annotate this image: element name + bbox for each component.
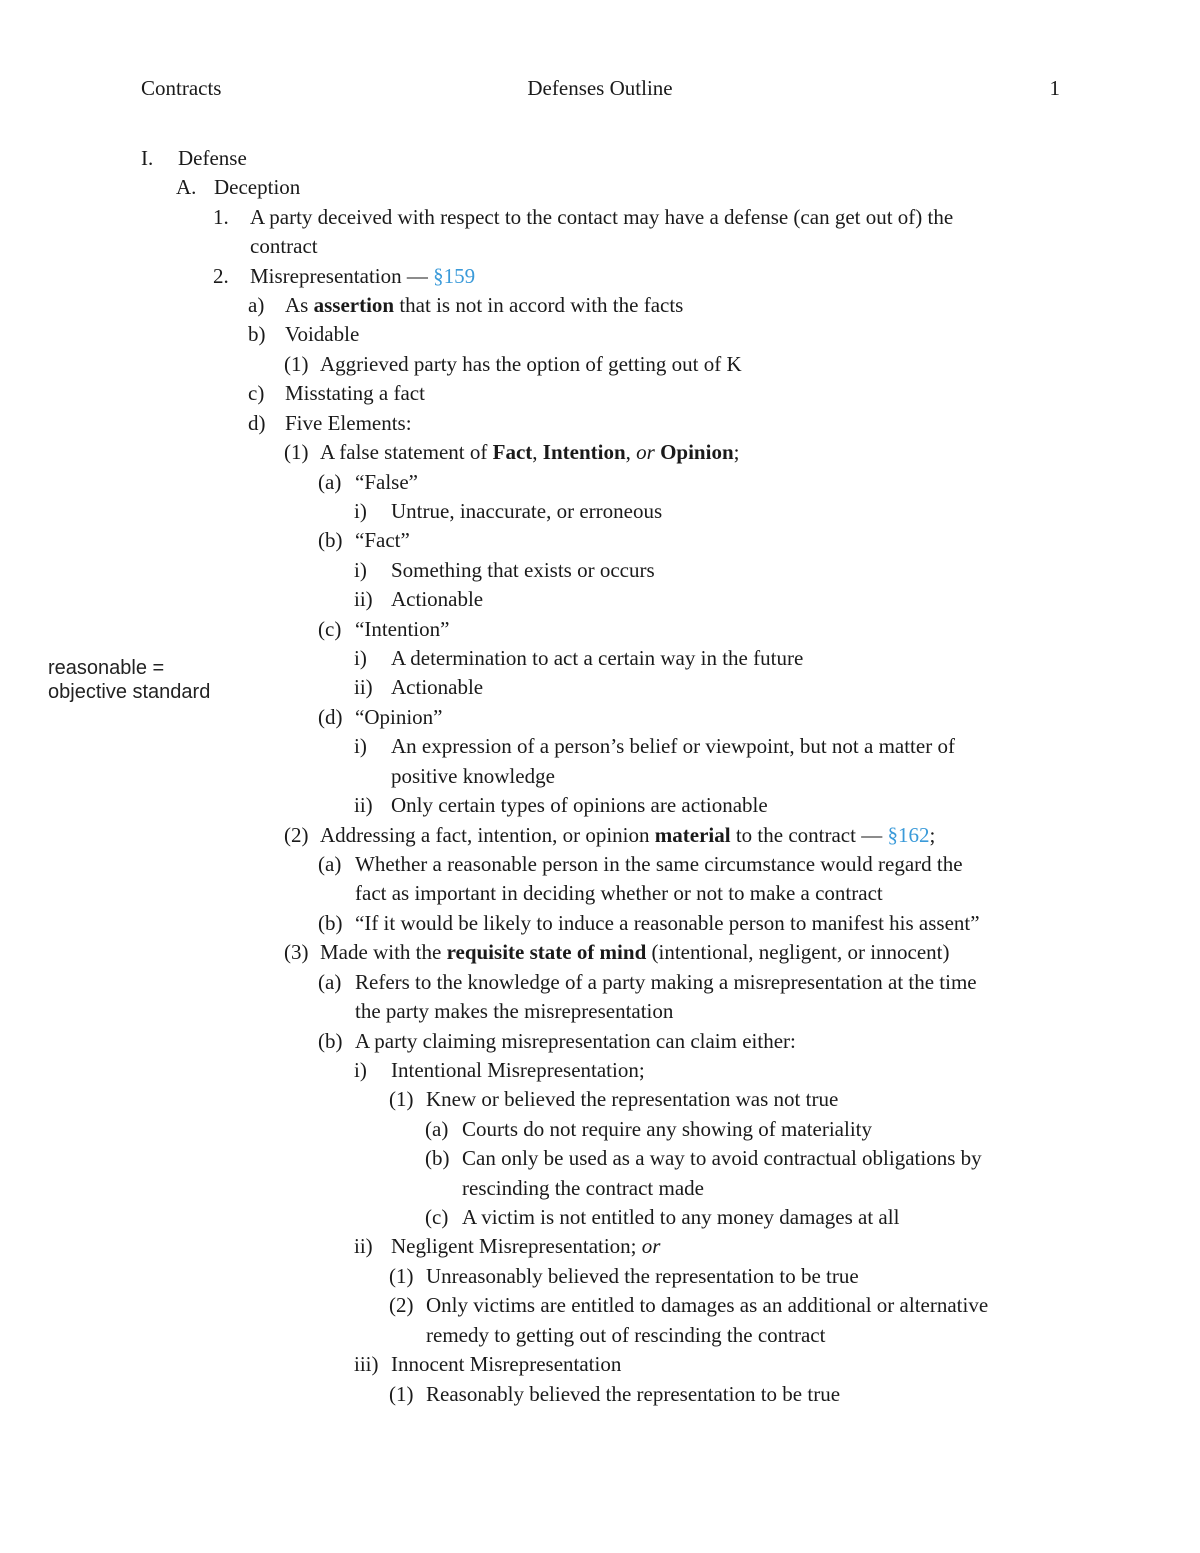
item-text-part: to the contract — [730,823,888,847]
item-text: Deception [214,175,301,199]
item-text: Untrue, inaccurate, or erroneous [391,499,663,523]
item-text-bold: material [654,823,731,847]
item-text: Defense [178,146,247,170]
item-continuation: the party makes the misrepresentation [355,999,674,1023]
item-text: Intentional Misrepresentation; [391,1058,645,1082]
item-text-italic: or [641,1234,661,1258]
item-continuation: remedy to getting out of rescinding the contract [426,1323,826,1347]
margin-comment-line: objective standard [48,681,211,703]
section-link-159[interactable]: §159 [433,264,476,288]
item-label: (d) [318,705,343,729]
page-number: 1 [1049,76,1060,100]
item-label: iii) [354,1352,379,1376]
item-continuation: positive knowledge [391,764,555,788]
item-label: (2) [284,823,309,847]
item-text: “Intention” [355,617,450,641]
item-text-part: (intentional, negligent, or innocent) [646,940,950,964]
item-label: a) [248,293,265,317]
item-text-part: As [285,293,314,317]
item-label: (b) [425,1146,450,1170]
item-label: 1. [213,205,229,229]
item-text: Courts do not require any showing of materiality [462,1117,873,1141]
item-text: Whether a reasonable person in the same circumstance would regard the [355,852,963,876]
item-label: (1) [389,1382,414,1406]
item-text: Five Elements: [285,411,412,435]
item-label: (a) [425,1117,449,1141]
item-text: Only certain types of opinions are actionable [391,793,768,817]
item-label: i) [354,1058,367,1082]
item-text-part: ; [929,823,936,847]
item-label: (1) [284,440,309,464]
item-label: (c) [425,1205,449,1229]
item-label: (b) [318,1029,343,1053]
item-label: 2. [213,264,229,288]
item-label: i) [354,646,367,670]
margin-comment-line: reasonable = [48,657,165,679]
item-text: Aggrieved party has the option of getting out of K [320,352,742,376]
item-text-bold: assertion [313,293,395,317]
item-label: (c) [318,617,342,641]
item-text: A victim is not entitled to any money damages at all [462,1205,900,1229]
item-label: ii) [354,587,373,611]
margin-comment [48,656,210,704]
item-text: “If it would be likely to induce a reasonable person to manifest his assent” [355,911,980,935]
item-text: Reasonably believed the representation to be true [426,1382,841,1406]
item-text-italic: or [636,440,655,464]
item-text-bold: Intention [542,440,626,464]
item-label: i) [354,558,367,582]
item-label: (3) [284,940,309,964]
item-label: (1) [389,1264,414,1288]
item-text: A party deceived with respect to the contact may have a defense (can get out of) the [250,205,954,229]
item-label: (a) [318,970,342,994]
header-title: Defenses Outline [527,76,673,100]
item-text: “Opinion” [355,705,443,729]
item-text: Refers to the knowledge of a party making a misrepresentation at the time [355,970,977,994]
item-label: (2) [389,1293,414,1317]
item-text: Voidable [285,322,360,346]
item-label: ii) [354,1234,373,1258]
item-text-part: , [625,440,637,464]
item-text-part: Misrepresentation — [250,264,434,288]
item-text-part: ; [733,440,740,464]
item-text [285,291,683,319]
item-text: Innocent Misrepresentation [391,1352,622,1376]
item-label: b) [248,322,266,346]
item-text-bold: Fact [492,440,533,464]
item-text: Actionable [391,675,484,699]
item-text-part: that is not in accord with the facts [394,293,684,317]
item-text: Can only be used as a way to avoid contractual obligations by [462,1146,982,1170]
item-text: “False” [355,470,418,494]
item-label: (a) [318,852,342,876]
item-text-part: Made with the [320,940,447,964]
item-label: (1) [284,352,309,376]
item-text: A party claiming misrepresentation can claim either: [355,1029,796,1053]
item-label: ii) [354,793,373,817]
item-text-part: Negligent Misrepresentation; [391,1234,642,1258]
item-text-bold: Opinion [660,440,734,464]
item-text-bold: requisite state of mind [446,940,647,964]
item-text [320,938,950,966]
item-label: (b) [318,528,343,552]
item-text [320,438,739,466]
item-text-part: Addressing a fact, intention, or opinion [320,823,655,847]
item-text [250,262,475,290]
item-label: A. [176,175,197,199]
item-label: d) [248,411,266,435]
item-label: (a) [318,470,342,494]
item-label: i) [354,734,367,758]
item-text: Unreasonably believed the representation to be true [426,1264,859,1288]
item-label: (1) [389,1087,414,1111]
item-text-part: A false statement of [320,440,493,464]
item-text: “Fact” [355,528,410,552]
header-course: Contracts [141,76,222,100]
item-text [391,1232,660,1260]
item-text-part: , [532,440,543,464]
item-text: Knew or believed the representation was not true [426,1087,839,1111]
item-label: (b) [318,911,343,935]
item-label: ii) [354,675,373,699]
item-text: A determination to act a certain way in the future [391,646,804,670]
item-text: Actionable [391,587,484,611]
item-label: I. [141,146,154,170]
item-text [320,821,935,849]
section-link-162[interactable]: §162 [887,823,930,847]
item-continuation: rescinding the contract made [462,1176,704,1200]
item-continuation: fact as important in deciding whether or not to make a contract [355,881,883,905]
item-continuation: contract [250,234,318,258]
item-text: Something that exists or occurs [391,558,655,582]
item-text: Only victims are entitled to damages as an additional or alternative [426,1293,989,1317]
item-text: An expression of a person’s belief or viewpoint, but not a matter of [391,734,955,758]
item-label: i) [354,499,367,523]
item-text: Misstating a fact [285,381,425,405]
item-label: c) [248,381,265,405]
